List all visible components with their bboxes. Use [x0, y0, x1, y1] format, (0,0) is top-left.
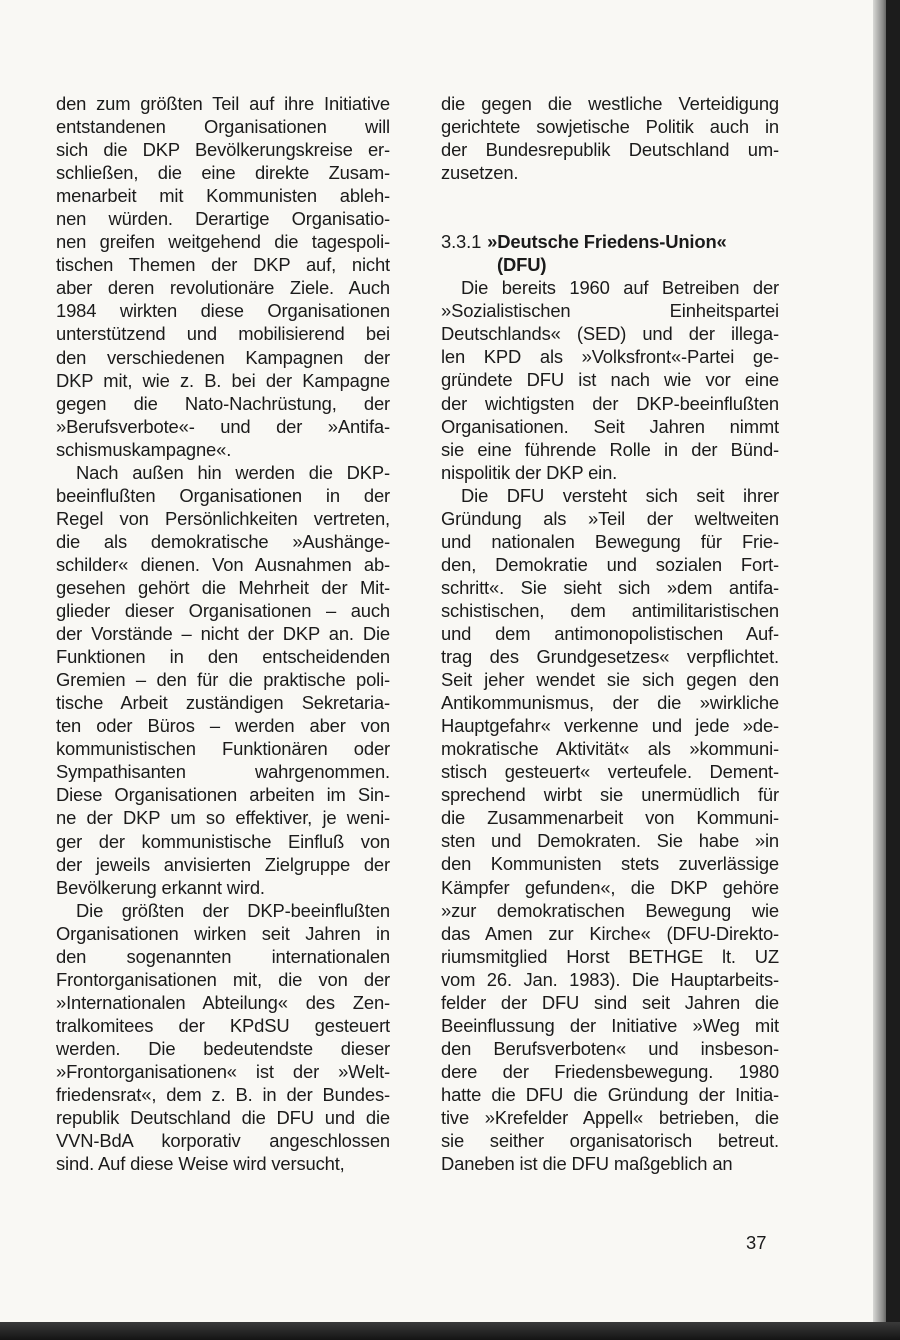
text-line: glieder dieser Organisationen – auch — [56, 600, 390, 622]
text-line: Organisationen wirken seit Jahren in — [56, 922, 390, 944]
text-line: Bevölkerung erkannt wird. — [56, 876, 265, 898]
text-line: der Vorstände – nicht der DKP an. Die — [56, 623, 390, 645]
text-line: menarbeit mit Kommunisten ableh- — [56, 185, 390, 207]
text-line: ne der DKP um so effektiver, je weni- — [56, 807, 390, 829]
text-line: schistischen, dem antimilitaristischen — [441, 599, 779, 621]
right-column-body — [441, 276, 779, 1175]
text-line: Funktionen in den entscheidenden — [56, 646, 390, 668]
text-line: und nationalen Bewegung für Frie- — [441, 530, 779, 552]
text-line: die gegen die westliche Verteidigung — [441, 93, 779, 114]
text-line: Die größten der DKP-beeinflußten — [76, 899, 390, 921]
text-line: das Amen zur Kirche« (DFU-Direkto- — [441, 922, 779, 944]
text-line: den Berufsverboten« und insbeson- — [441, 1037, 779, 1059]
text-line: dere der Friedensbewegung. 1980 — [441, 1060, 779, 1082]
text-line: nen würden. Derartige Organisatio- — [56, 208, 390, 230]
section-title: »Deutsche Friedens-Union« — [487, 231, 727, 253]
text-line: friedensrat«, dem z. B. in der Bundes- — [56, 1084, 390, 1106]
text-line: nispolitik der DKP ein. — [441, 461, 618, 483]
text-line: Gründung als »Teil der weltweiten — [441, 507, 779, 529]
text-line: Nach außen hin werden die DKP- — [76, 461, 390, 483]
text-line: sten und Demokraten. Sie habe »in — [441, 830, 779, 852]
text-line: felder der DFU sind seit Jahren die — [441, 991, 779, 1013]
text-line: die Zusammenarbeit von Kommuni- — [441, 807, 779, 829]
text-line: »Sozialistischen Einheitspartei — [441, 300, 779, 322]
text-line: werden. Die bedeutendste dieser — [56, 1037, 390, 1059]
text-line: Frontorganisationen mit, die von der — [56, 968, 390, 990]
section-heading-line-1 — [441, 230, 779, 253]
text-line: »zur demokratischen Bewegung wie — [441, 899, 779, 921]
text-line: hatte die DFU die Gründung der Initia- — [441, 1083, 779, 1105]
text-line: die als demokratische »Aushänge- — [56, 530, 390, 552]
right-column — [441, 92, 779, 1175]
text-line: sind. Auf diese Weise wird versucht, — [56, 1153, 345, 1175]
right-column-intro — [441, 92, 779, 184]
text-line: Diese Organisationen arbeiten im Sin- — [56, 784, 390, 806]
text-line: stisch gesteuert« verteufele. Dement- — [441, 761, 779, 783]
text-line: »Berufsverbote«- und der »Antifa- — [56, 415, 390, 437]
text-line: mokratische Aktivität« als »kommuni- — [441, 738, 779, 760]
text-line: den Kommunisten stets zuverlässige — [441, 853, 779, 875]
text-line: tische Arbeit zuständigen Sekretaria- — [56, 692, 390, 714]
text-line: Gremien – den für die praktische poli- — [56, 669, 390, 691]
text-line: »Frontorganisationen« ist der »Welt- — [56, 1060, 390, 1082]
text-line: gesehen gehört die Mehrheit der Mit- — [56, 576, 390, 598]
text-line: VVN-BdA korporativ angeschlossen — [56, 1130, 390, 1152]
section-heading-line-2: (DFU) — [497, 254, 547, 276]
text-line: den verschiedenen Kampagnen der — [56, 346, 390, 368]
text-line: len KPD als »Volksfront«-Partei ge- — [441, 346, 779, 368]
text-line: schilder« dienen. Von Ausnahmen ab- — [56, 553, 390, 575]
text-line: Kämpfer gefunden«, die DKP gehöre — [441, 876, 779, 898]
text-line: der Bundesrepublik Deutschland um- — [441, 139, 779, 161]
scan-border-bottom — [0, 1322, 900, 1340]
text-line: DKP mit, wie z. B. bei der Kampagne — [56, 369, 390, 391]
text-line: den, Demokratie und sozialen Fort- — [441, 553, 779, 575]
text-line: vom 26. Jan. 1983). Die Hauptarbeits- — [441, 968, 779, 990]
text-line: beeinflußten Organisationen in der — [56, 484, 390, 506]
text-line: aber deren revolutionäre Ziele. Auch — [56, 277, 390, 299]
text-line: entstandenen Organisationen will — [56, 116, 390, 138]
text-line: gründete DFU ist nach wie vor eine — [441, 369, 779, 391]
text-line: riumsmitglied Horst BETHGE lt. UZ — [441, 945, 779, 967]
text-line: Organisationen. Seit Jahren nimmt — [441, 415, 779, 437]
text-line: schließen, die eine direkte Zusam- — [56, 162, 390, 184]
text-line: sie eine führende Rolle in der Bünd- — [441, 438, 779, 460]
text-line: der wichtigsten der DKP-beeinflußten — [441, 392, 779, 414]
text-line: gerichtete sowjetische Politik auch in — [441, 116, 779, 138]
page-number: 37 — [746, 1232, 767, 1253]
text-line: tischen Themen der DKP auf, nicht — [56, 254, 390, 276]
text-line: gegen die Nato-Nachrüstung, der — [56, 392, 390, 414]
text-line: »Internationalen Abteilung« des Zen- — [56, 991, 390, 1013]
text-line: Die bereits 1960 auf Betreiben der — [461, 277, 779, 299]
text-line: der jeweils anvisierten Zielgruppe der — [56, 853, 390, 875]
text-line: sich die DKP Bevölkerungskreise er- — [56, 139, 390, 161]
text-line: zusetzen. — [441, 162, 519, 184]
text-line: republik Deutschland die DFU und die — [56, 1107, 390, 1129]
text-line: Hauptgefahr« verkenne und jede »de- — [441, 715, 779, 737]
text-line: Daneben ist die DFU maßgeblich an — [441, 1153, 733, 1175]
text-line: Sympathisanten wahrgenommen. — [56, 761, 390, 783]
text-line: tralkomitees der KPdSU gesteuert — [56, 1014, 390, 1036]
text-line: Deutschlands« (SED) und der illega- — [441, 323, 779, 345]
text-line: sie seither organisatorisch betreut. — [441, 1130, 779, 1152]
text-line: Die DFU versteht sich seit ihrer — [461, 484, 779, 506]
text-line: Regel von Persönlichkeiten vertreten, — [56, 507, 390, 529]
text-line: ger der kommunistische Einfluß von — [56, 830, 390, 852]
text-line: trag des Grundgesetzes« verpflichtet. — [441, 646, 779, 668]
text-line: tive »Krefelder Appell« betrieben, die — [441, 1106, 779, 1128]
text-line: 1984 wirkten diese Organisationen — [56, 300, 390, 322]
text-line: den sogenannten internationalen — [56, 945, 390, 967]
text-line: und dem antimonopolistischen Auf- — [441, 622, 779, 644]
text-line: Beeinflussung der Initiative »Weg mit — [441, 1014, 779, 1036]
text-line: ten oder Büros – werden aber von — [56, 715, 390, 737]
scan-border-right — [886, 0, 900, 1322]
text-line: schritt«. Sie sieht sich »dem antifa- — [441, 576, 779, 598]
text-line: den zum größten Teil auf ihre Initiative — [56, 93, 390, 114]
section-spacer — [441, 184, 779, 230]
text-line: schismuskampagne«. — [56, 438, 232, 460]
section-number: 3.3.1 — [441, 231, 482, 253]
text-line: unterstützend und mobilisierend bei — [56, 323, 390, 345]
text-line: kommunistischen Funktionären oder — [56, 738, 390, 760]
left-column — [56, 92, 390, 1175]
text-line: Antikommunismus, der die »wirkliche — [441, 692, 779, 714]
text-line: nen greifen weitgehend die tagespoli- — [56, 231, 390, 253]
text-line: sprechend wirbt sie unermüdlich für — [441, 784, 779, 806]
text-line: Seit jeher wendet sie sich gegen den — [441, 669, 779, 691]
